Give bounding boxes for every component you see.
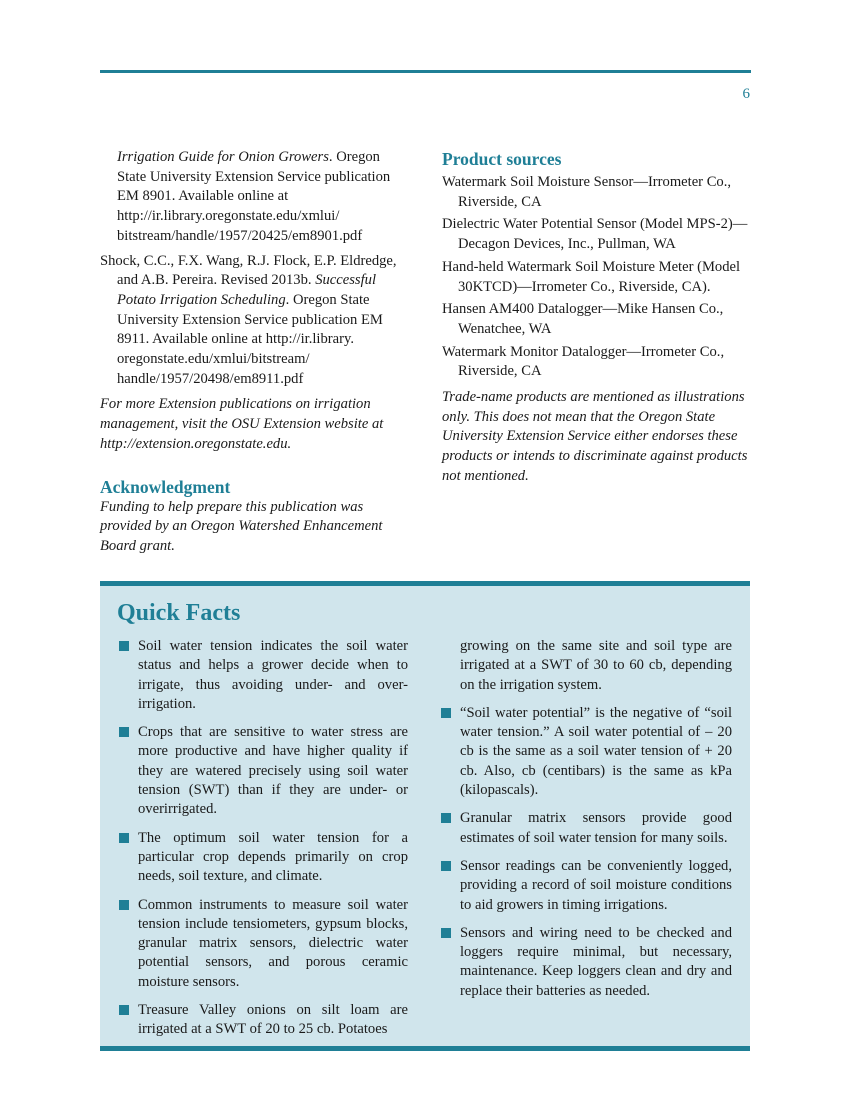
reference-details: . Oregon State University Extension Service publication EM 8901. Available online at http://ir.library.oregonstate.edu/xmlui/ bitstream/handle/1957/20425/em8901.pdf [117,149,391,244]
square-bullet-icon [119,727,129,737]
quick-fact-continuation [439,637,732,695]
acknowledgment-text: Funding to help prepare this publication was provided by an Oregon Watershed Enhancement Board grant. [100,498,383,554]
reference-continuation [100,148,412,247]
square-bullet-icon [119,1005,129,1015]
left-column [100,148,412,557]
product-source-item: Watermark Soil Moisture Sensor—Irrometer Co., Riverside, CA [442,174,732,210]
reference-entry [100,252,412,390]
product-source-item: Hansen AM400 Datalogger—Mike Hansen Co., Wenatchee, WA [442,301,724,337]
quick-fact-item [117,723,408,819]
product-source-item: Dielectric Water Potential Sensor (Model MPS-2)—Decagon Devices, Inc., Pullman, WA [442,216,748,253]
quick-facts-right-column [439,637,732,1010]
trade-name-disclaimer: Trade-name products are mentioned as illustrations only. This does not mean that the Oregon State University Extension Service either endorses these products or intends to discriminate against products not mentioned. [442,389,748,484]
quick-fact-item [117,829,408,887]
reference-details: . Oregon State University Extension Service publication EM 8911. Available online at http://ir.library. oregonstate.edu/xmlui/bitstream/ handle/1957/20498/em8911.pdf [117,291,383,387]
quick-fact-text: Common instruments to measure soil water tension include tensiometers, gypsum blocks, granular matrix sensors, dielectric water potential sensors, and porous ceramic moisture sensors. [138,896,408,990]
quick-fact-item [117,637,408,714]
quick-fact-item [439,857,732,915]
square-bullet-icon [441,928,451,938]
quick-fact-text: Sensor readings can be conveniently logged, providing a record of soil moisture conditions to aid growers in timing irrigations. [460,857,732,913]
product-sources-heading: Product sources [442,149,562,169]
reference-title: Successful Potato Irrigation Scheduling [117,272,376,308]
quick-fact-text: Sensors and wiring need to be checked and loggers require minimal, but necessary, maintenance. Keep loggers clean and dry and replace their batteries as needed. [460,924,732,999]
page-number: 6 [742,86,750,102]
square-bullet-icon [119,833,129,843]
square-bullet-icon [119,641,129,651]
quick-fact-item [117,1001,408,1040]
quick-fact-item [439,704,732,800]
quick-fact-item [439,809,732,848]
square-bullet-icon [119,900,129,910]
product-source-item: Watermark Monitor Datalogger—Irrometer Co., Riverside, CA [442,343,725,380]
reference-authors: Shock, C.C., F.X. Wang, R.J. Flock, E.P. Eldredge, and A.B. Pereira. Revised 2013b. [100,252,397,289]
quick-fact-item [439,924,732,1001]
quick-facts-left-column [117,637,408,1049]
quick-fact-text: “Soil water potential” is the negative of “soil water tension.” A soil water potential of – 20 cb is the same as a soil water tension of + 20 cb. Also, cb (centibars) is the same as kPa (kilopascals). [460,704,732,799]
quick-fact-text: Soil water tension indicates the soil water status and helps a grower decide when to irrigate, thus avoiding under- and over-irrigation. [138,638,408,712]
product-source-item: Hand-held Watermark Soil Moisture Meter (Model 30KTCD)—Irrometer Co., Riverside, CA). [442,258,741,295]
quick-facts-box [100,581,750,1051]
more-publications-note: For more Extension publications on irrigation management, visit the OSU Extension website at http://extension.oregonstate.edu. [100,396,384,452]
quick-fact-item [117,896,408,992]
quick-fact-text: growing on the same site and soil type are irrigated at a SWT of 30 to 60 cb, depending on the irrigation system. [460,638,732,693]
right-column [442,148,767,487]
quick-fact-text: Granular matrix sensors provide good estimates of soil water tension for many soils. [460,810,732,846]
square-bullet-icon [441,813,451,823]
square-bullet-icon [441,708,451,718]
square-bullet-icon [441,861,451,871]
quick-fact-text: The optimum soil water tension for a particular crop depends primarily on crop needs, soil texture, and climate. [138,829,408,885]
quick-fact-text: Treasure Valley onions on silt loam are irrigated at a SWT of 20 to 25 cb. Potatoes [138,1002,408,1038]
header-rule [100,70,751,73]
acknowledgment-heading: Acknowledgment [100,476,231,497]
quick-facts-title: Quick Facts [117,600,241,626]
reference-title: Irrigation Guide for Onion Growers [117,149,329,165]
quick-fact-text: Crops that are sensitive to water stress are more productive and have higher quality if they are watered precisely using soil water tension (SWT) than if they are under- or overirrigated. [138,724,408,818]
